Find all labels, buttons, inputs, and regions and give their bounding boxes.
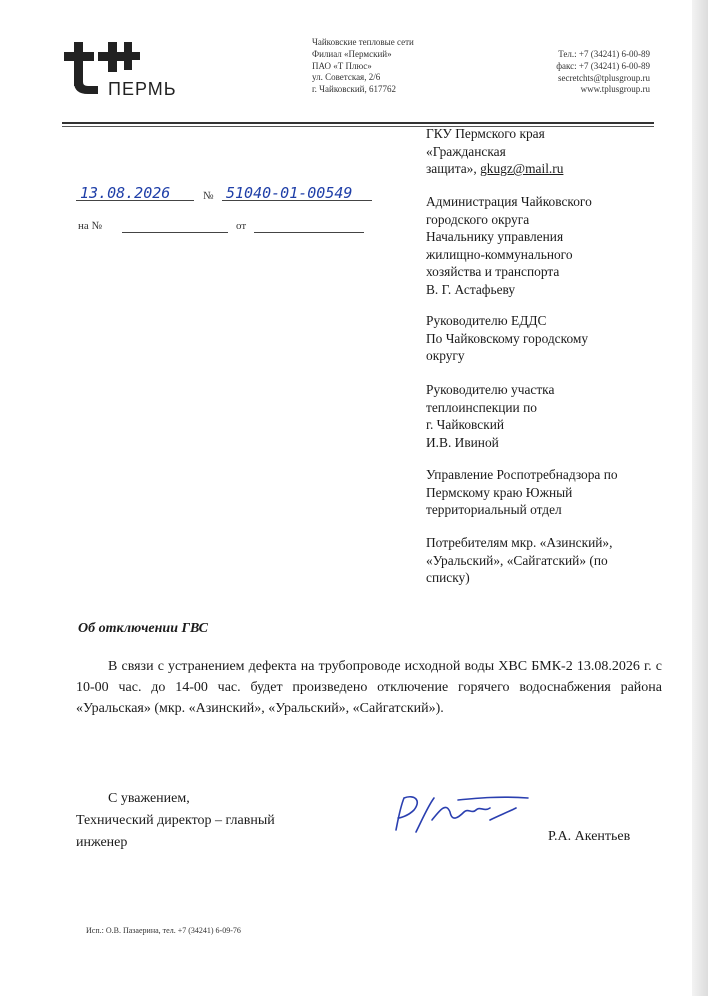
recipient-line: Потребителям мкр. «Азинский», bbox=[426, 535, 613, 550]
recipient-heat-inspection bbox=[426, 381, 554, 451]
recipient-line: Управление Роспотребнадзора по bbox=[426, 467, 618, 482]
recipient-line: «Гражданская bbox=[426, 143, 506, 159]
outgoing-date: 13.08.2026 bbox=[80, 184, 171, 202]
fax-line: факс: +7 (34241) 6-00-89 bbox=[556, 60, 650, 71]
email-line: secretchts@tplusgroup.ru bbox=[557, 72, 650, 83]
recipient-edds bbox=[426, 312, 588, 365]
recipient-rospotrebnadzor bbox=[426, 466, 618, 519]
logo-city-label: ПЕРМЬ bbox=[108, 79, 177, 99]
letter-subject: Об отключении ГВС bbox=[78, 621, 208, 636]
phone-line: Тел.: +7 (34241) 6-00-89 bbox=[558, 49, 650, 59]
executor-footer: Исп.: О.В. Пазаерина, тел. +7 (34241) 6-09-76 bbox=[86, 926, 241, 935]
ref-number-line bbox=[122, 218, 228, 233]
recipient-consumers bbox=[426, 534, 612, 587]
recipient-line: хозяйства и транспорта bbox=[426, 264, 560, 280]
recipient-line: Руководителю участка bbox=[426, 382, 555, 397]
recipient-gkugz bbox=[426, 125, 563, 178]
ref-date-line bbox=[254, 218, 364, 233]
website-line: www.tplusgroup.ru bbox=[580, 84, 650, 95]
org-line: Чайковские тепловые сети bbox=[312, 37, 414, 47]
recipient-line: списку) bbox=[426, 570, 470, 586]
org-line: г. Чайковский, 617762 bbox=[312, 84, 396, 95]
recipient-line: Администрация Чайковского bbox=[426, 194, 592, 209]
outgoing-number: 51040-01-00549 bbox=[226, 184, 353, 202]
handwritten-signature-icon bbox=[388, 790, 538, 838]
recipient-line: г. Чайковский bbox=[426, 417, 505, 433]
org-line: ул. Советская, 2/6 bbox=[312, 72, 381, 83]
ref-label: на № bbox=[78, 220, 103, 232]
letter-body: В связи с устранением дефекта на трубопроводе исходной воды ХВС БМК-2 13.08.2026 г. с 10-00 час. до 14-00 час. будет произведено отключение горячего водоснабжения района «Уральская» (мкр. «Азинский», «Уральский», «Сайгатский»). bbox=[76, 659, 662, 716]
signatory-position-cont: инженер bbox=[76, 835, 128, 850]
recipient-line: территориальный отдел bbox=[426, 502, 562, 518]
contact-block bbox=[520, 49, 650, 96]
recipient-line: Руководителю ЕДДС bbox=[426, 313, 547, 328]
org-line: ПАО «Т Плюс» bbox=[312, 60, 372, 71]
recipient-line: И.В. Ивиной bbox=[426, 434, 499, 450]
header-rule-thin bbox=[62, 126, 654, 127]
header-rule bbox=[62, 122, 654, 124]
org-line: Филиал «Пермский» bbox=[312, 48, 392, 59]
recipient-line: По Чайковскому городскому bbox=[426, 330, 589, 346]
recipient-line: Пермскому краю Южный bbox=[426, 484, 573, 500]
recipient-line: В. Г. Астафьеву bbox=[426, 281, 516, 297]
recipient-line: теплоинспекции по bbox=[426, 399, 537, 415]
recipient-line-prefix: защита», bbox=[426, 161, 481, 177]
recipient-line bbox=[426, 160, 563, 178]
recipient-line: ГКУ Пермского края bbox=[426, 126, 545, 141]
page-edge-shadow bbox=[692, 0, 708, 996]
recipient-line: жилищно-коммунального bbox=[426, 246, 573, 262]
recipient-email-link[interactable]: gkugz@mail.ru bbox=[480, 161, 564, 177]
recipient-administration bbox=[426, 193, 592, 299]
recipient-line: округу bbox=[426, 348, 465, 364]
recipient-line: «Уральский», «Сайгатский» (по bbox=[426, 552, 608, 568]
signatory-name: Р.А. Акентьев bbox=[548, 829, 631, 844]
number-label: № bbox=[203, 190, 214, 202]
signatory-position: Технический директор – главный bbox=[76, 813, 275, 828]
ref-from-label: от bbox=[236, 220, 247, 232]
recipient-line: городского округа bbox=[426, 211, 530, 227]
closing-phrase: С уважением, bbox=[108, 791, 190, 806]
recipient-line: Начальнику управления bbox=[426, 229, 564, 245]
org-address-block bbox=[312, 37, 414, 96]
